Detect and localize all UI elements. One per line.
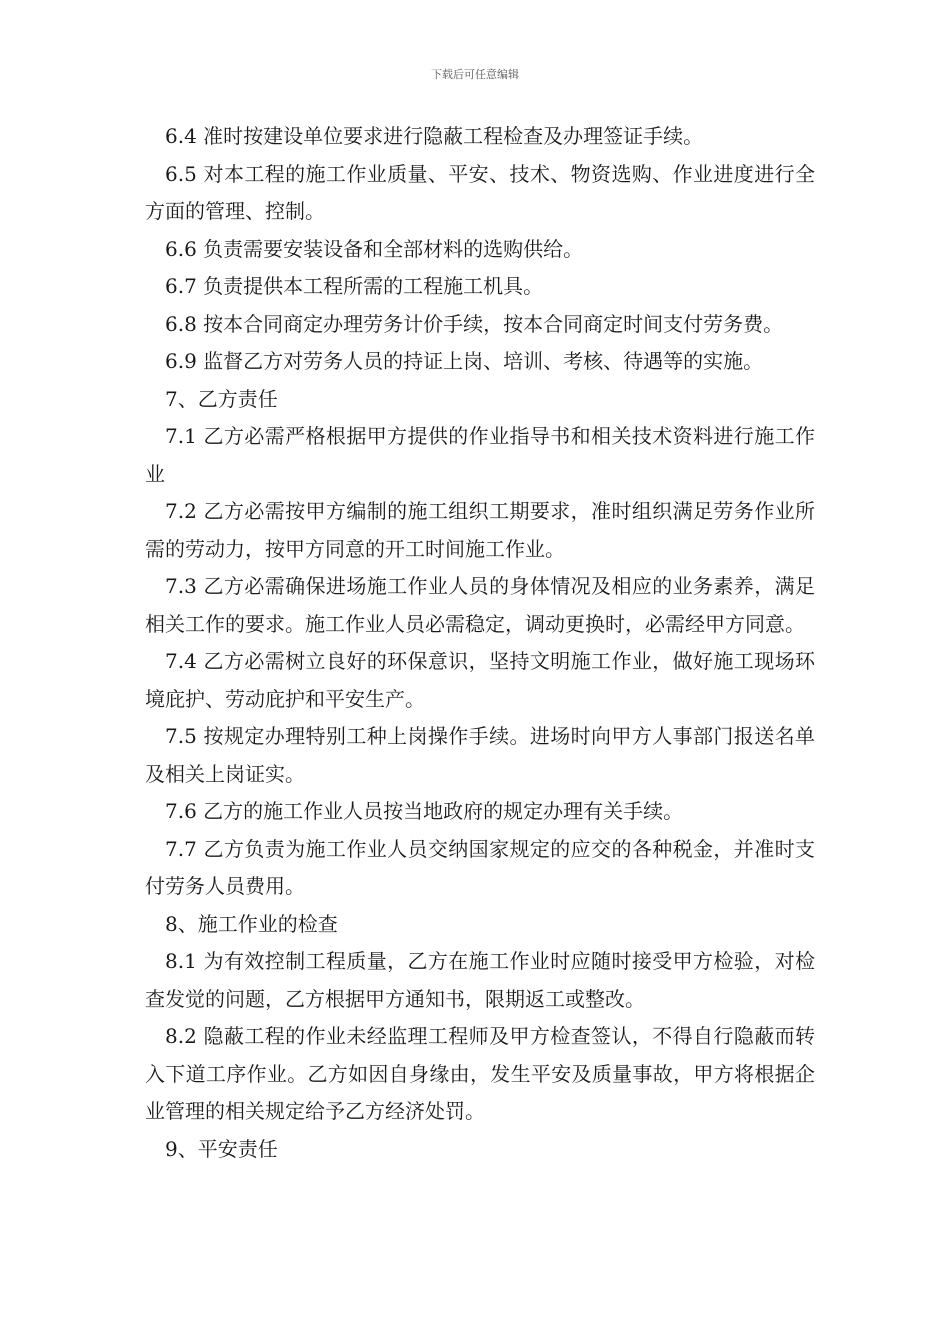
paragraph-7-1: 7.1 乙方必需严格根据甲方提供的作业指导书和相关技术资料进行施工作业: [145, 424, 815, 486]
paragraph-6-8: 6.8 按本合同商定办理劳务计价手续，按本合同商定时间支付劳务费。: [165, 311, 784, 336]
paragraph-7-6: 7.6 乙方的施工作业人员按当地政府的规定办理有关手续。: [165, 799, 684, 823]
paragraph-7-2: 7.2 乙方必需按甲方编制的施工组织工期要求，准时组织满足劳务作业所需的劳动力，按甲方同意的开工时间施工作业。: [145, 499, 815, 561]
paragraph-7-3: 7.3 乙方必需确保进场施工作业人员的身体情况及相应的业务素养，满足相关工作的要求。施工作业人员必需稳定，调动更换时，必需经甲方同意。: [145, 574, 815, 636]
document-body: [145, 118, 815, 1168]
section-heading-8: 8、施工作业的检查: [165, 911, 338, 936]
section-heading-9: 9、平安责任: [165, 1136, 278, 1161]
section-heading-7: 7、乙方责任: [165, 386, 278, 411]
paragraph-8-2: 8.2 隐蔽工程的作业未经监理工程师及甲方检查签认，不得自行隐蔽而转入下道工序作业。乙方如因自身缘由，发生平安及质量事故，甲方将根据企业管理的相关规定给予乙方经济处罚。: [145, 1024, 815, 1123]
paragraph-6-9: 6.9 监督乙方对劳务人员的持证上岗、培训、考核、待遇等的实施。: [165, 349, 764, 373]
paragraph-6-5: 6.5 对本工程的施工作业质量、平安、技术、物资选购、作业进度进行全方面的管理、控制。: [145, 161, 815, 223]
paragraph-7-4: 7.4 乙方必需树立良好的环保意识，坚持文明施工作业，做好施工现场环境庇护、劳动庇护和平安生产。: [145, 649, 815, 711]
paragraph-6-4: 6.4 准时按建设单位要求进行隐蔽工程检查及办理签证手续。: [165, 124, 704, 148]
paragraph-8-1: 8.1 为有效控制工程质量，乙方在施工作业时应随时接受甲方检验，对检查发觉的问题，乙方根据甲方通知书，限期返工或整改。: [145, 949, 815, 1011]
page-header: 下载后可任意编辑: [431, 68, 519, 81]
paragraph-6-7: 6.7 负责提供本工程所需的工程施工机具。: [165, 274, 544, 298]
paragraph-7-7: 7.7 乙方负责为施工作业人员交纳国家规定的应交的各种税金，并准时支付劳务人员费用。: [145, 836, 815, 898]
paragraph-7-5: 7.5 按规定办理特别工种上岗操作手续。进场时向甲方人事部门报送名单及相关上岗证实。: [145, 724, 815, 786]
paragraph-6-6: 6.6 负责需要安装设备和全部材料的选购供给。: [165, 236, 584, 261]
